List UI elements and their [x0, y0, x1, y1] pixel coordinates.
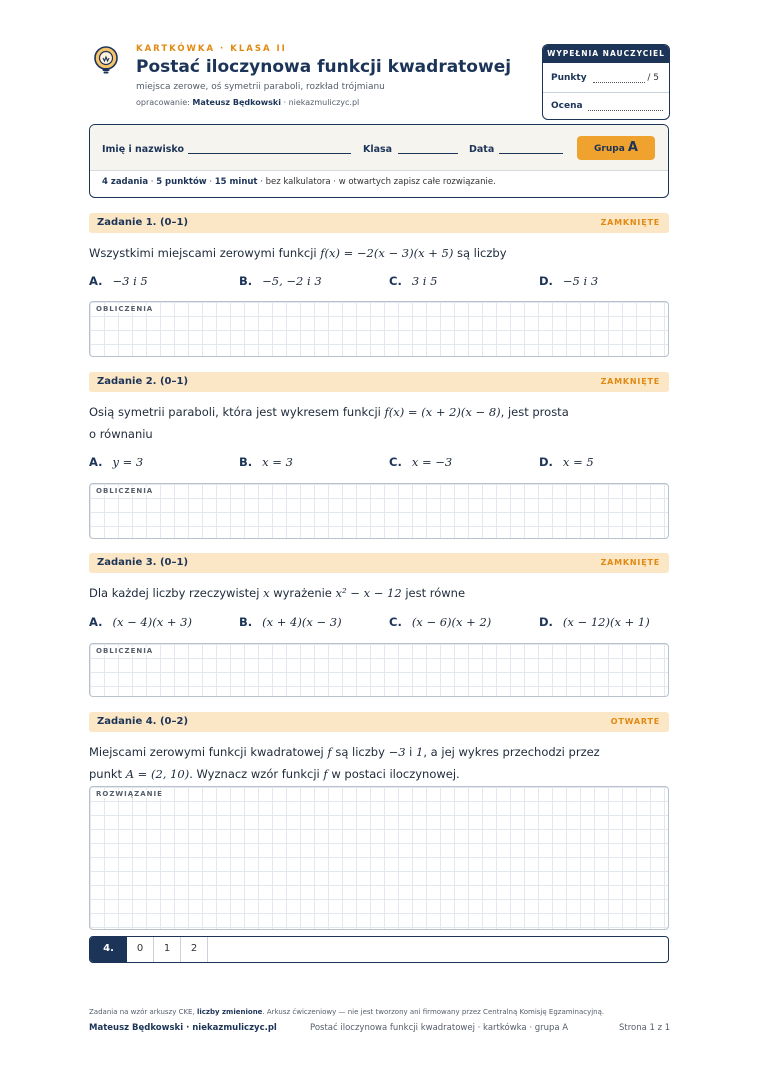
task-1-option-b[interactable] — [239, 274, 322, 288]
worksheet-info: 4 zadania · 5 punktów · 15 minut · bez kalkulatora · w otwartych zapisz całe rozwiązanie. — [102, 177, 496, 187]
task-4-solution-area[interactable] — [89, 786, 669, 930]
task-3-variable: x — [263, 586, 270, 600]
task-2-question — [89, 401, 569, 445]
info-points: 5 punktów — [156, 177, 207, 187]
task-4-point: A = (2, 10) — [125, 767, 190, 781]
option-text: −5 i 3 — [562, 274, 599, 288]
group-label: Grupa — [594, 144, 625, 154]
option-text: 3 i 5 — [411, 274, 438, 288]
work-area-label: OBLICZENIA — [96, 305, 156, 313]
task-1-option-c[interactable] — [389, 274, 437, 288]
task-4-line2-start: punkt — [89, 767, 123, 781]
score-cell-2[interactable]: 2 — [181, 937, 208, 962]
task-1-question-end: są liczby — [456, 246, 507, 260]
option-letter: C. — [389, 455, 402, 469]
option-letter: B. — [239, 274, 253, 288]
task-4-line2-mid: . Wyznacz wzór funkcji — [189, 767, 320, 781]
option-text: −3 i 5 — [112, 274, 148, 288]
student-info-box — [89, 124, 669, 198]
footer-note — [89, 1008, 604, 1016]
task-2-option-d[interactable] — [539, 455, 594, 469]
task-1-formula: f(x) = −2(x − 3)(x + 5) — [320, 246, 454, 260]
task-3-kind: ZAMKNIĘTE — [600, 558, 660, 567]
worksheet-kicker: KARTKÓWKA · KLASA II — [136, 44, 287, 54]
name-label: Imię i nazwisko — [102, 144, 184, 155]
task-3-formula: x² − x − 12 — [335, 586, 402, 600]
task-2-kind: ZAMKNIĘTE — [600, 377, 660, 386]
task-4-score-bar — [89, 936, 669, 963]
task-3-option-c[interactable] — [389, 615, 491, 629]
student-fields — [90, 125, 668, 171]
task-4-title: Zadanie 4. (0–2) — [97, 716, 189, 727]
option-letter: C. — [389, 274, 402, 288]
task-4-question-mid: są liczby — [335, 745, 385, 759]
task-2-formula: f(x) = (x + 2)(x − 8) — [384, 405, 501, 419]
option-text: (x + 4)(x − 3) — [262, 615, 342, 629]
task-4-line2-end: w postaci iloczynowej. — [331, 767, 460, 781]
task-3-question-text: Dla każdej liczby rzeczywistej — [89, 586, 260, 600]
task-2-question-end: , jest prosta — [500, 405, 569, 419]
task-4-root-2: 1 — [416, 745, 424, 759]
option-text: −5, −2 i 3 — [262, 274, 322, 288]
option-letter: A. — [89, 615, 103, 629]
teacher-box — [542, 44, 670, 120]
task-2-title: Zadanie 2. (0–1) — [97, 376, 189, 387]
task-1-title: Zadanie 1. (0–1) — [97, 217, 189, 228]
task-4-root-1: −3 — [388, 745, 406, 759]
points-label: Punkty — [551, 73, 587, 83]
option-letter: A. — [89, 274, 103, 288]
task-1-option-d[interactable] — [539, 274, 598, 288]
task-4-question-text: Miejscami zerowymi funkcji kwadratowej — [89, 745, 324, 759]
task-4-function-name: f — [323, 767, 328, 781]
teacher-box-title: WYPEŁNIA NAUCZYCIEL — [543, 45, 669, 63]
task-3-question-end: jest równe — [405, 586, 466, 600]
option-letter: D. — [539, 615, 553, 629]
task-3-question-mid: wyrażenie — [273, 586, 332, 600]
class-label: Klasa — [363, 144, 393, 155]
author-prefix: opracowanie: — [136, 98, 190, 107]
task-1-question — [89, 242, 507, 264]
score-cell-1[interactable]: 1 — [154, 937, 181, 962]
solution-area-label: ROZWIĄZANIE — [96, 790, 166, 798]
option-text: (x − 6)(x + 2) — [411, 615, 492, 629]
footer-note-emphasis: liczby zmienione — [196, 1008, 263, 1016]
task-3-header — [89, 553, 669, 573]
lightbulb-icon — [90, 44, 122, 76]
option-text: y = 3 — [112, 455, 144, 469]
date-field[interactable] — [499, 153, 563, 154]
option-text: x = −3 — [411, 455, 453, 469]
task-3-question — [89, 582, 465, 604]
task-4-question-end: , a jej wykres przechodzi przez — [423, 745, 600, 759]
option-letter: B. — [239, 455, 253, 469]
name-field[interactable] — [188, 153, 351, 154]
option-letter: A. — [89, 455, 103, 469]
task-1-kind: ZAMKNIĘTE — [600, 218, 660, 227]
date-label: Data — [469, 144, 495, 155]
points-field[interactable] — [593, 82, 645, 83]
group-letter: A — [627, 140, 638, 155]
score-cell-0[interactable]: 0 — [127, 937, 154, 962]
task-1-header — [89, 213, 669, 233]
grade-row — [551, 101, 661, 111]
task-1-question-text: Wszystkimi miejscami zerowymi funkcji — [89, 246, 317, 260]
work-area-label: OBLICZENIA — [96, 487, 156, 495]
info-time: 15 minut — [214, 177, 258, 187]
option-text: x = 5 — [562, 455, 594, 469]
task-2-question-text: Osią symetrii paraboli, która jest wykresem funkcji — [89, 405, 381, 419]
points-max: / 5 — [647, 73, 659, 83]
task-4-kind: OTWARTE — [610, 717, 660, 726]
task-2-option-c[interactable] — [389, 455, 452, 469]
score-task-number: 4. — [90, 937, 127, 962]
footer-title: Postać iloczynowa funkcji kwadratowej · kartkówka · grupa A — [310, 1023, 569, 1033]
task-4-question — [89, 741, 600, 785]
work-area-label: OBLICZENIA — [96, 647, 156, 655]
task-3-title: Zadanie 3. (0–1) — [97, 557, 189, 568]
task-4-conjunction: i — [409, 745, 413, 759]
footer-note-end: . Arkusz ćwiczeniowy — nie jest tworzony ani firmowany przez Centralną Komisję Egzaminacyjną. — [262, 1008, 605, 1016]
grade-label: Ocena — [551, 101, 583, 111]
footer-note-start: Zadania na wzór arkuszy CKE, — [89, 1008, 195, 1016]
option-text: x = 3 — [262, 455, 293, 469]
grade-field[interactable] — [588, 110, 663, 111]
option-text: (x − 4)(x + 3) — [112, 615, 192, 629]
task-3-option-b[interactable] — [239, 615, 342, 629]
option-letter: D. — [539, 455, 553, 469]
task-3-work-area[interactable] — [89, 643, 669, 697]
task-2-question-line2: o równaniu — [89, 427, 153, 441]
page-subtitle: miejsca zerowe, oś symetrii paraboli, rozkład trójmianu — [136, 82, 385, 92]
footer-author: Mateusz Będkowski · niekazmuliczyc.pl — [89, 1023, 277, 1033]
author-name: Mateusz Będkowski — [192, 98, 281, 107]
page-title: Postać iloczynowa funkcji kwadratowej — [136, 57, 512, 77]
footer-page-number: Strona 1 z 1 — [619, 1023, 671, 1033]
task-3-option-d[interactable] — [539, 615, 650, 629]
class-field[interactable] — [398, 153, 458, 154]
task-3-option-a[interactable] — [89, 615, 192, 629]
info-rest: · bez kalkulatora · w otwartych zapisz całe rozwiązanie. — [260, 177, 496, 187]
task-4-variable: f — [327, 745, 332, 759]
task-2-work-area[interactable] — [89, 483, 669, 539]
task-1-work-area[interactable] — [89, 301, 669, 357]
teacher-box-divider — [543, 92, 669, 93]
task-2-option-b[interactable] — [239, 455, 293, 469]
author-line — [136, 98, 359, 107]
task-4-header — [89, 712, 669, 732]
task-1-option-a[interactable] — [89, 274, 148, 288]
task-2-option-a[interactable] — [89, 455, 143, 469]
option-letter: C. — [389, 615, 402, 629]
task-2-header — [89, 372, 669, 392]
option-letter: B. — [239, 615, 253, 629]
option-letter: D. — [539, 274, 553, 288]
option-text: (x − 12)(x + 1) — [562, 615, 650, 629]
author-site: · niekazmuliczyc.pl — [283, 98, 360, 107]
info-tasks: 4 zadania — [102, 177, 149, 187]
group-badge — [577, 136, 655, 160]
points-row — [551, 73, 661, 83]
